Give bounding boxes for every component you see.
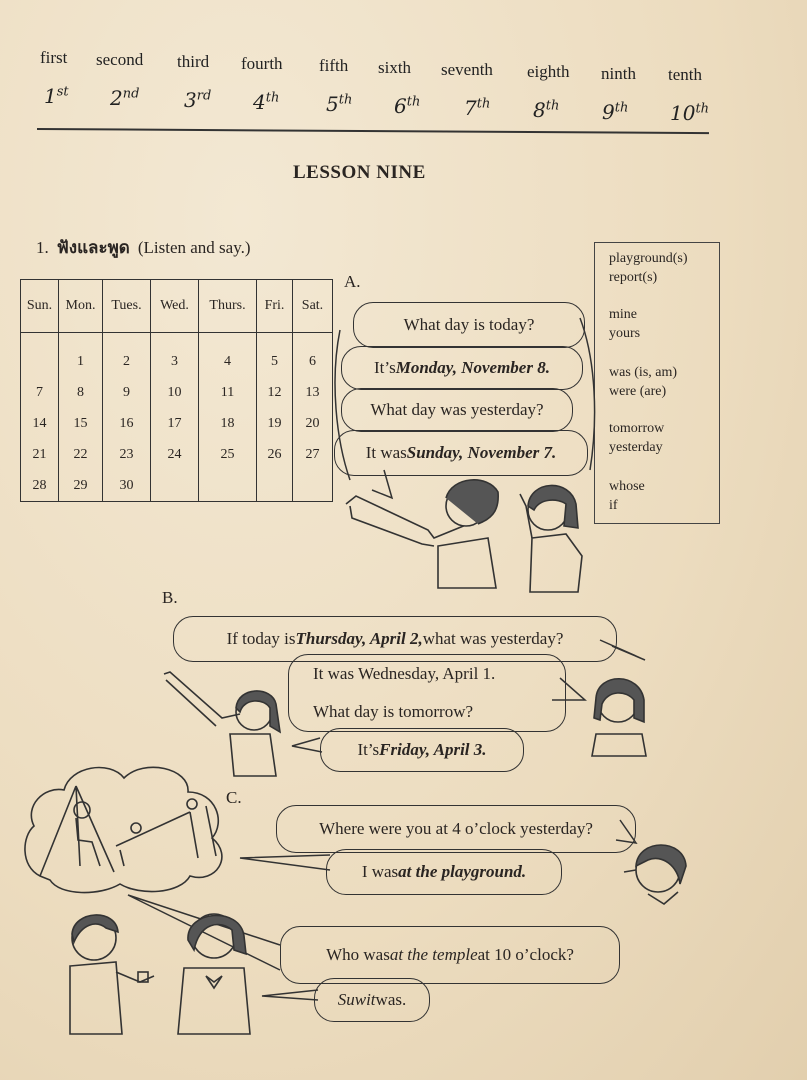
ordinal-word: ninth <box>601 64 636 83</box>
speech-bubble <box>326 849 562 895</box>
calendar-day: 10 <box>151 377 199 408</box>
bubble-text-emphasis: Monday, November 8. <box>395 358 550 377</box>
ordinal-word: sixth <box>378 58 412 77</box>
calendar-header: Wed. <box>151 280 199 333</box>
bubble-text: It’s <box>374 358 396 377</box>
calendar-day: 16 <box>103 408 151 439</box>
calendar-day: 12 <box>257 377 293 408</box>
speech-bubble <box>280 926 620 984</box>
calendar-day: 1 <box>59 333 103 378</box>
vocab-word: yesterday <box>609 440 663 455</box>
vocab-word: yours <box>609 326 641 341</box>
section-english-title: (Listen and say.) <box>137 238 251 257</box>
calendar-day: 11 <box>199 377 257 408</box>
calendar-day: 23 <box>103 439 151 470</box>
ordinal-word: seventh <box>441 60 493 79</box>
bubble-text: I was <box>361 862 399 881</box>
bubble-text: It was <box>365 443 407 462</box>
bubble-text-emphasis: at the playground. <box>398 862 527 881</box>
ordinal-number: 1st <box>44 84 69 108</box>
calendar-day: 3 <box>151 333 199 378</box>
bubble-text: It’s <box>357 740 380 759</box>
calendar-day: 15 <box>59 408 103 439</box>
ordinal-word: tenth <box>668 65 702 84</box>
ordinal-number: 8th <box>533 98 560 122</box>
part-c-label: C. <box>226 788 242 807</box>
bubble-text: at 10 o’clock? <box>477 945 574 964</box>
ordinal-number: 9th <box>602 100 629 124</box>
calendar-day: 4 <box>199 333 257 378</box>
bubble-text: Where were you at 4 o’clock yesterday? <box>319 819 593 838</box>
calendar-header: Mon. <box>59 280 103 333</box>
calendar-day: 30 <box>103 470 151 502</box>
calendar-day: 6 <box>293 333 333 378</box>
speech-bubble <box>276 805 636 853</box>
calendar-day: 17 <box>151 408 199 439</box>
calendar-header: Sat. <box>293 280 333 333</box>
calendar-day: 20 <box>293 408 333 439</box>
calendar-day: 5 <box>257 333 293 378</box>
ordinal-number: 5th <box>326 92 353 116</box>
speech-bubble <box>353 302 585 348</box>
bubble-text: It was Wednesday, April 1. <box>313 664 496 683</box>
playground-thought-cloud <box>20 756 240 896</box>
calendar-day: 24 <box>151 439 199 470</box>
speech-bubble <box>334 430 588 476</box>
calendar-day: 28 <box>21 470 59 502</box>
vocab-word: playground(s) <box>609 251 688 266</box>
bubble-text-emphasis: Thursday, April 2, <box>295 629 423 648</box>
bubble-text: was. <box>375 990 407 1009</box>
bubble-text-emphasis: Sunday, November 7. <box>406 443 557 462</box>
calendar-day: 26 <box>257 439 293 470</box>
vocab-word: if <box>609 498 618 513</box>
calendar-day: 27 <box>293 439 333 470</box>
boy-and-girl-illustration <box>338 476 608 596</box>
calendar-day: 19 <box>257 408 293 439</box>
vocab-word: tomorrow <box>609 421 665 436</box>
vocab-word: report(s) <box>609 270 658 285</box>
calendar-day: 18 <box>199 408 257 439</box>
bubble-text-emphasis: Suwit <box>337 990 376 1009</box>
calendar-day: 25 <box>199 439 257 470</box>
calendar-day: 7 <box>21 377 59 408</box>
calendar-header: Thurs. <box>199 280 257 333</box>
calendar-day: 14 <box>21 408 59 439</box>
calendar-day: 8 <box>59 377 103 408</box>
bubble-text-emphasis: at the temple <box>389 945 478 964</box>
calendar-header: Sun. <box>21 280 59 333</box>
girl-illustration <box>586 668 656 758</box>
ordinal-word: second <box>96 50 144 69</box>
bubble-text: what was yesterday? <box>422 629 564 648</box>
speech-bubble <box>341 346 583 390</box>
ordinal-word: fifth <box>319 56 349 75</box>
calendar-day: 2 <box>103 333 151 378</box>
ordinal-number: 3rd <box>184 88 212 112</box>
bubble-text: What day was yesterday? <box>370 400 544 419</box>
bubble-text-emphasis: Friday, April 3. <box>379 740 487 759</box>
calendar-header: Fri. <box>257 280 293 333</box>
speech-bubble <box>288 654 566 732</box>
ordinal-number: 2nd <box>110 86 140 110</box>
speech-bubble <box>320 728 524 772</box>
ordinal-number: 4th <box>253 90 280 114</box>
speech-bubble <box>314 978 430 1022</box>
ordinal-number: 7th <box>464 96 491 120</box>
ordinal-word: first <box>40 48 68 67</box>
boy-and-girl-watch-illustration <box>60 906 260 1036</box>
bubble-text: If today is <box>226 629 296 648</box>
speech-bubble <box>341 388 573 432</box>
lesson-title: LESSON NINE <box>293 162 426 183</box>
part-a-label: A. <box>344 272 361 291</box>
calendar-day: 9 <box>103 377 151 408</box>
bubble-text: What day is today? <box>403 315 535 334</box>
boy-head-illustration <box>618 830 698 910</box>
ordinal-word: eighth <box>527 62 570 81</box>
bubble-text: Who was <box>326 945 390 964</box>
part-b-label: B. <box>162 588 178 607</box>
vocab-word: mine <box>609 307 637 322</box>
ordinal-word: third <box>177 52 210 71</box>
ordinal-word: fourth <box>241 54 283 73</box>
calendar-day: 21 <box>21 439 59 470</box>
calendar-header: Tues. <box>103 280 151 333</box>
ordinal-number: 6th <box>394 94 421 118</box>
calendar-day: 22 <box>59 439 103 470</box>
vocab-word: whose <box>609 479 645 494</box>
vocab-word: were (are) <box>609 384 667 399</box>
section-thai-title: ฟังและพูด <box>56 238 130 258</box>
vocab-word: was (is, am) <box>609 365 678 380</box>
bubble-text: What day is tomorrow? <box>313 702 474 721</box>
ordinal-number: 10th <box>670 101 710 125</box>
calendar-day: 29 <box>59 470 103 502</box>
section-number: 1. <box>36 238 49 257</box>
calendar-day: 13 <box>293 377 333 408</box>
